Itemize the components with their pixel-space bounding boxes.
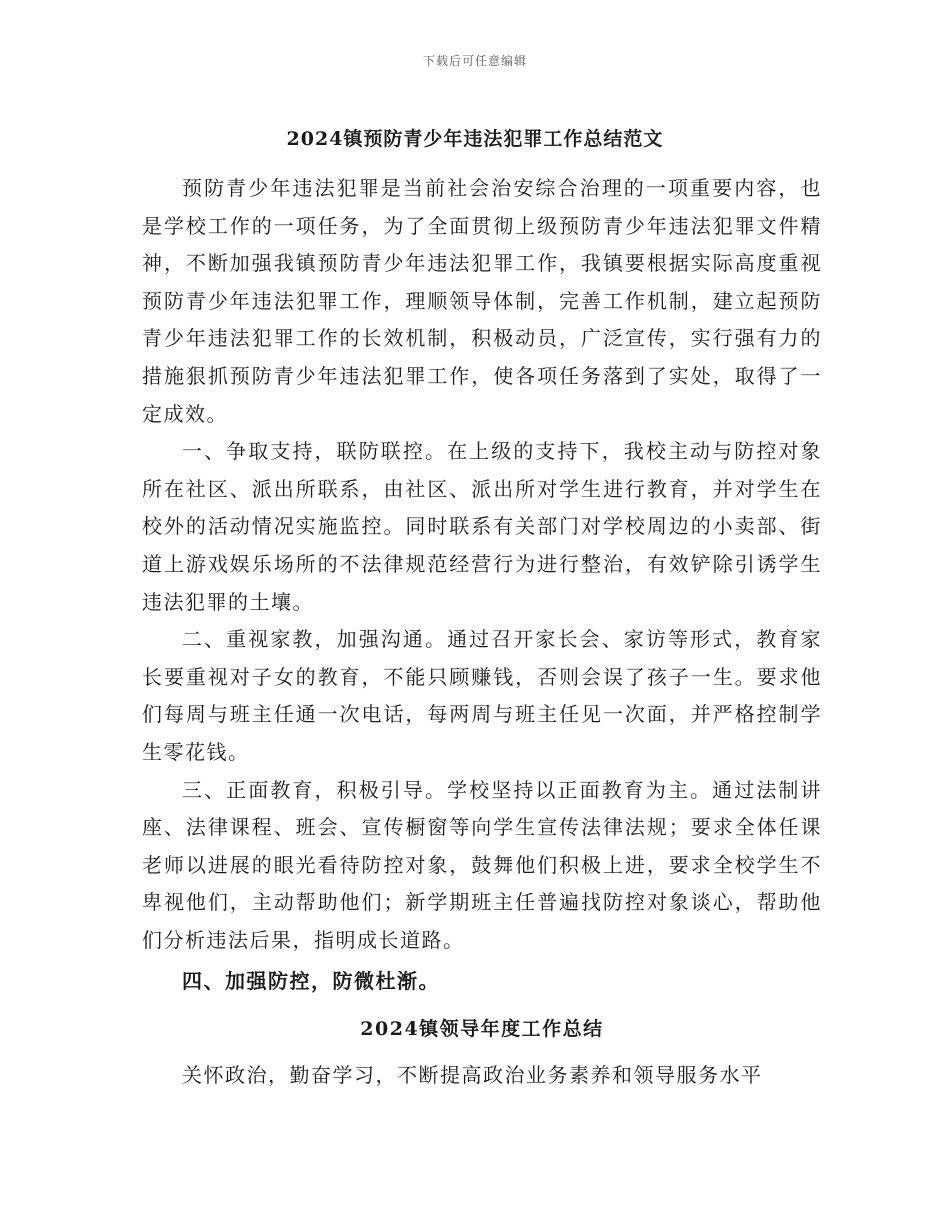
second-document-title: 2024镇领导年度工作总结 [360, 1018, 604, 1041]
section-heading-4: 四、加强防控，防微杜渐。 [182, 969, 440, 994]
paragraph-intro: 预防青少年违法犯罪是当前社会治安综合治理的一项重要内容，也是学校工作的一项任务，为了全面贯彻上级预防青少年违法犯罪文件精神，不断加强我镇预防青少年违法犯罪工作，我镇要根据实际高度重视预防青少年违法犯罪工作，理顺领导体制，完善工作机制，建立起预防青少年违法犯罪工作的长效机制，积极动员，广泛宣传，实行强有力的措施狠抓预防青少年违法犯罪工作，使各项任务落到了实处，取得了一定成效。 [142, 176, 822, 426]
paragraph-section-3: 三、正面教育，积极引导。学校坚持以正面教育为主。通过法制讲座、法律课程、班会、宣传橱窗等向学生宣传法律法规；要求全体任课老师以进展的眼光看待防控对象，鼓舞他们积极上进，要求全校学生不卑视他们，主动帮助他们；新学期班主任普遍找防控对象谈心，帮助他们分析违法后果，指明成长道路。 [142, 777, 822, 952]
document-body [142, 170, 822, 1094]
document-title: 2024镇预防青少年违法犯罪工作总结范文 [286, 128, 664, 150]
paragraph-second-intro: 关怀政治，勤奋学习，不断提高政治业务素养和领导服务水平 [182, 1062, 763, 1087]
paragraph-section-2: 二、重视家教，加强沟通。通过召开家长会、家访等形式，教育家长要重视对子女的教育，不能只顾赚钱，否则会误了孩子一生。要求他们每周与班主任通一次电话，每两周与班主任见一次面，并严格控制学生零花钱。 [142, 627, 822, 764]
page-header-note: 下载后可任意编辑 [422, 54, 527, 68]
paragraph-section-1: 一、争取支持，联防联控。在上级的支持下，我校主动与防控对象所在社区、派出所联系，由社区、派出所对学生进行教育，并对学生在校外的活动情况实施监控。同时联系有关部门对学校周边的小卖部、街道上游戏娱乐场所的不法律规范经营行为进行整治，有效铲除引诱学生违法犯罪的土壤。 [142, 439, 822, 614]
